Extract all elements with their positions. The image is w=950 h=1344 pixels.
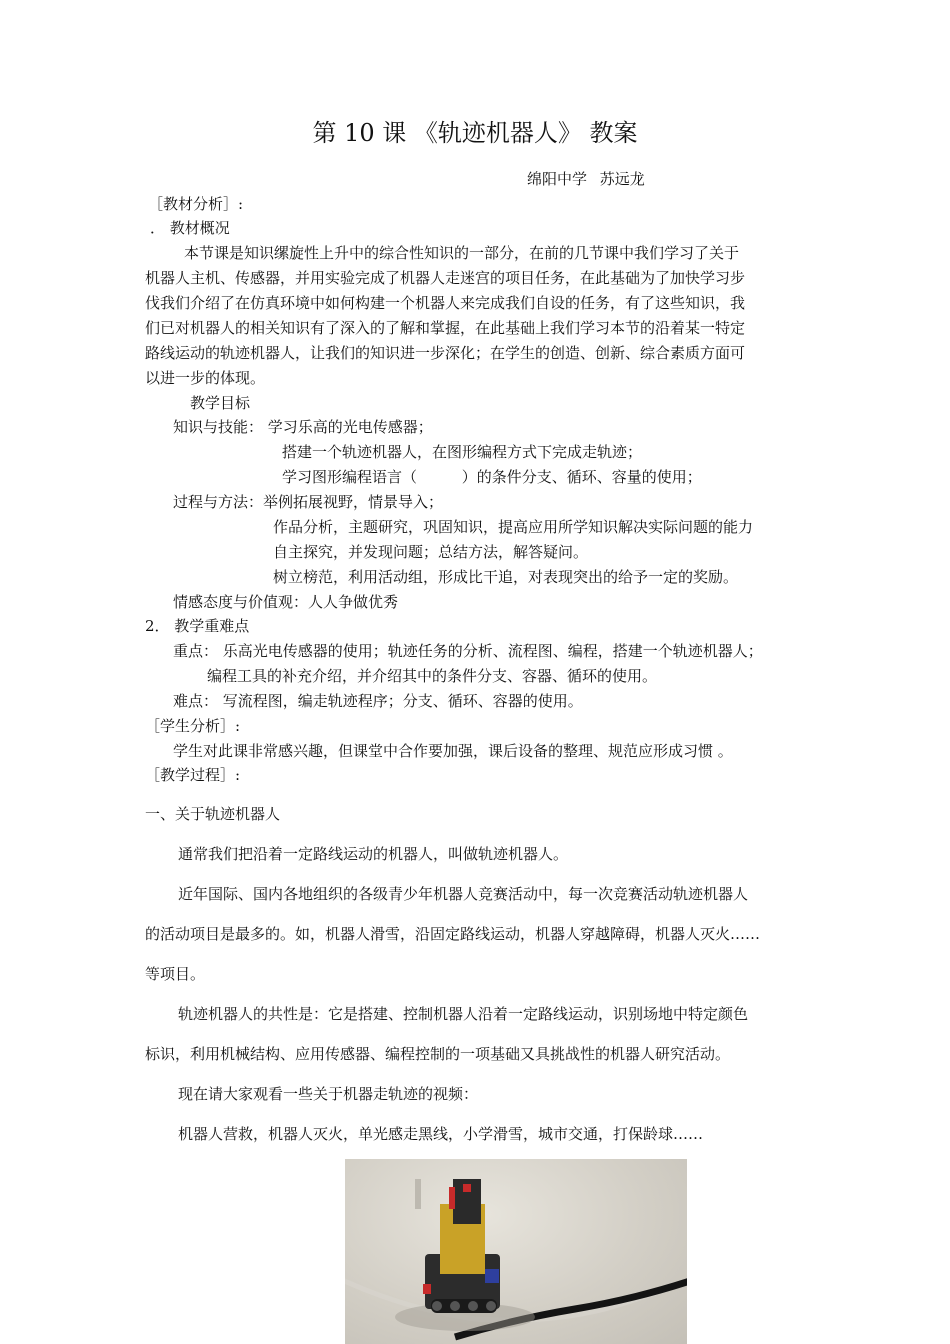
paragraph-line: 标识，利用机械结构、应用传感器、编程控制的一项基础又具挑战性的机器人研究活动。 (145, 1045, 731, 1063)
subheading-goals: 教学目标 (190, 394, 251, 412)
paragraph-line: 学生对此课非常感兴趣，但课堂中合作要加强，课后设备的整理、规范应形成习惯 。 (173, 742, 733, 760)
subheading-part-one: 一、关于轨迹机器人 (145, 805, 281, 823)
key-point-line: 重点： 乐高光电传感器的使用；轨迹任务的分析、流程图、编程，搭建一个轨迹机器人； (173, 642, 763, 660)
paragraph-line: 等项目。 (145, 965, 206, 983)
paragraph-line: 以进一步的体现。 (145, 369, 266, 387)
section-heading-students: ［学生分析］: (145, 717, 241, 735)
goal-line: 知识与技能： 学习乐高的光电传感器； (173, 418, 433, 436)
key-point-line: 编程工具的补充介绍，并介绍其中的条件分支、容器、循环的使用。 (207, 667, 658, 685)
robot-photo-illustration (345, 1159, 687, 1344)
section-heading-process: ［教学过程］: (145, 766, 241, 784)
paragraph-line: 路线运动的轨迹机器人，让我们的知识进一步深化；在学生的创造、创新、综合素质方面可 (145, 344, 746, 362)
paragraph-line: 轨迹机器人的共性是：它是搭建、控制机器人沿着一定路线运动，识别场地中特定颜色 (178, 1005, 749, 1023)
paragraph-line: 机器人营救，机器人灭火，单光感走黑线，小学滑雪，城市交通，打保龄球…… (178, 1125, 704, 1143)
goal-line: 情感态度与价值观：人人争做优秀 (173, 593, 399, 611)
paragraph-line: 们已对机器人的相关知识有了深入的了解和掌握，在此基础上我们学习本节的沿着某一特定 (145, 319, 746, 337)
goal-line: 树立榜范，利用活动组，形成比干追，对表现突出的给予一定的奖励。 (273, 568, 739, 586)
paragraph-line: 机器人主机、传感器，并用实验完成了机器人走迷宫的项目任务，在此基础为了加快学习步 (145, 269, 746, 287)
subheading-key-points: 2． 教学重难点 (145, 617, 250, 635)
paragraph-line: 伐我们介绍了在仿真环境中如何构建一个机器人来完成我们自设的任务，有了这些知识，我 (145, 294, 746, 312)
paragraph-line: 的活动项目是最多的。如，机器人滑雪，沿固定路线运动，机器人穿越障碍，机器人灭火…… (145, 925, 761, 943)
author-line: 绵阳中学 苏远龙 (527, 170, 645, 188)
goal-line: 自主探究，并发现问题；总结方法，解答疑问。 (273, 543, 589, 561)
paragraph-line: 现在请大家观看一些关于机器走轨迹的视频： (178, 1085, 479, 1103)
paragraph-line: 近年国际、国内各地组织的各级青少年机器人竞赛活动中，每一次竞赛活动轨迹机器人 (178, 885, 749, 903)
subheading-overview: ． 教材概况 (150, 219, 230, 237)
goal-line: 搭建一个轨迹机器人，在图形编程方式下完成走轨迹； (282, 443, 643, 461)
goal-line: 过程与方法：举例拓展视野，情景导入； (173, 493, 444, 511)
difficulty-line: 难点： 写流程图，编走轨迹程序；分支、循环、容器的使用。 (173, 692, 583, 710)
goal-line: 作品分析，主题研究，巩固知识，提高应用所学知识解决实际问题的能力 (273, 518, 754, 536)
section-heading-material: ［教材分析］: (148, 195, 244, 213)
paragraph-line: 通常我们把沿着一定路线运动的机器人，叫做轨迹机器人。 (178, 845, 569, 863)
paragraph-line: 本节课是知识缧旋性上升中的综合性知识的一部分，在前的几节课中我们学习了关于 (184, 244, 740, 262)
page-title: 第 10 课 《轨迹机器人》 教案 (312, 119, 638, 147)
goal-line: 学习图形编程语言（ ）的条件分支、循环、容量的使用； (282, 468, 702, 486)
robot-photo (345, 1159, 687, 1344)
